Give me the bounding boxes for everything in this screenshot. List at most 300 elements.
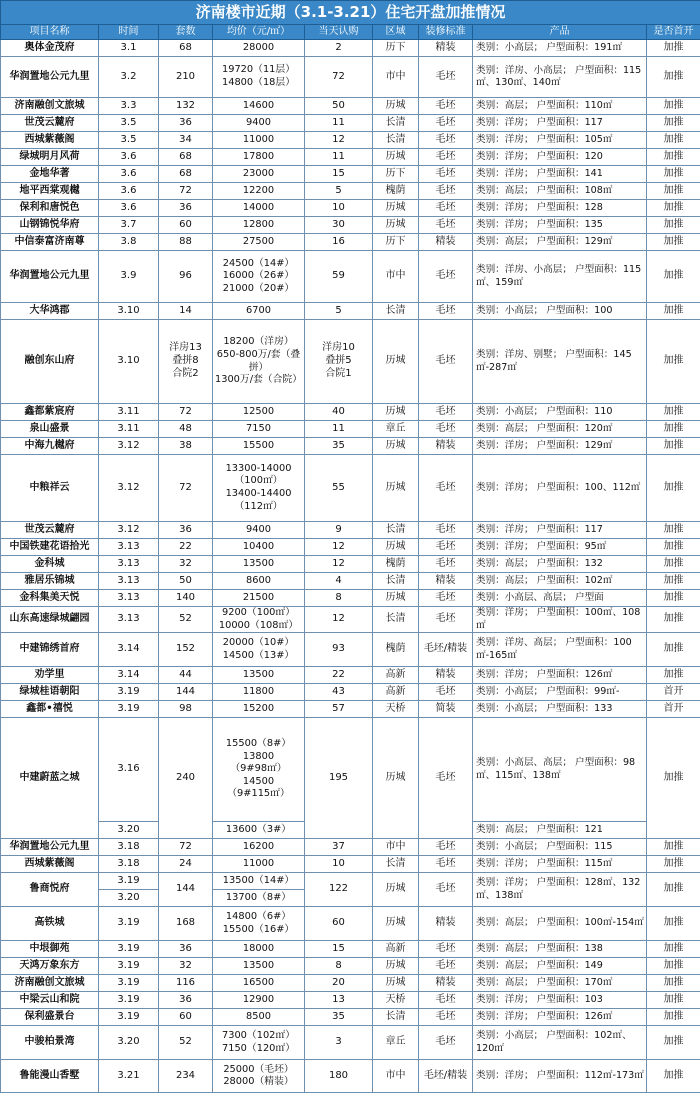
launch-type: 加推 [647,718,700,839]
table-row [1,839,700,856]
product-info: 类别：小高层； 户型面积：99㎡- [473,684,647,701]
district: 市中 [373,1060,419,1093]
avg-price: 28000 [213,40,305,57]
unit-count: 68 [159,149,213,166]
unit-count: 38 [159,438,213,455]
decoration: 简装 [419,701,473,718]
avg-price: 18000 [213,941,305,958]
project-name: 世茂云麓府 [1,522,99,539]
avg-price: 15500 [213,438,305,455]
open-date: 3.12 [99,455,159,522]
project-name: 中骏柏景湾 [1,1026,99,1060]
open-date: 3.12 [99,438,159,455]
avg-price: 12800 [213,217,305,234]
product-info: 类别：洋房； 户型面积：103 [473,992,647,1009]
header-price: 均价（元/㎡） [213,25,305,40]
table-row [1,1009,700,1026]
unit-count: 36 [159,115,213,132]
launch-type: 加推 [647,907,700,941]
decoration: 毛坯 [419,98,473,115]
avg-price: 11000 [213,132,305,149]
table-row [1,149,700,166]
avg-price: 15200 [213,701,305,718]
sold-count: 72 [305,57,373,98]
product-info: 类别：洋房； 户型面积：112㎡-173㎡ [473,1060,647,1093]
product-info: 类别：高层； 户型面积：170㎡ [473,975,647,992]
avg-price: 13500（14#） [213,873,305,890]
unit-count: 152 [159,633,213,667]
sold-count: 11 [305,115,373,132]
table-row [1,200,700,217]
unit-count: 60 [159,1009,213,1026]
unit-count: 234 [159,1060,213,1093]
product-info: 类别：高层； 户型面积：121 [473,822,647,839]
sold-count: 57 [305,701,373,718]
launch-type: 加推 [647,217,700,234]
launch-type: 加推 [647,438,700,455]
launch-type: 加推 [647,590,700,607]
product-info: 类别：洋房、别墅； 户型面积：145㎡-287㎡ [473,320,647,404]
sold-count: 12 [305,607,373,633]
project-name: 雅居乐锦城 [1,573,99,590]
open-date: 3.19 [99,958,159,975]
table-row [1,183,700,200]
avg-price: 12500 [213,404,305,421]
district: 长清 [373,115,419,132]
product-info: 类别：洋房； 户型面积：128㎡、132㎡、138㎡ [473,873,647,907]
table-row [1,115,700,132]
district: 高新 [373,684,419,701]
table-row [1,633,700,667]
decoration: 毛坯/精装 [419,1060,473,1093]
avg-price: 17800 [213,149,305,166]
district: 长清 [373,573,419,590]
decoration: 毛坯 [419,684,473,701]
table-row [1,556,700,573]
launch-type: 加推 [647,132,700,149]
open-date: 3.13 [99,539,159,556]
sold-count: 11 [305,421,373,438]
avg-price: 24500（14#） 16000（26#） 21000（20#） [213,251,305,303]
sheet-title: 济南楼市近期（3.1-3.21）住宅开盘加推情况 [1,1,700,25]
sold-count: 15 [305,166,373,183]
unit-count: 72 [159,404,213,421]
unit-count: 140 [159,590,213,607]
table-row [1,975,700,992]
launch-type: 加推 [647,958,700,975]
open-date: 3.20 [99,1026,159,1060]
header-sold: 当天认购 [305,25,373,40]
launch-type: 加推 [647,856,700,873]
decoration: 毛坯 [419,166,473,183]
table-row [1,438,700,455]
product-info: 类别：高层； 户型面积：129㎡ [473,234,647,251]
avg-price: 16500 [213,975,305,992]
table-row [1,522,700,539]
unit-count: 36 [159,200,213,217]
header-units: 套数 [159,25,213,40]
district: 高新 [373,667,419,684]
product-info: 类别：高层； 户型面积：132 [473,556,647,573]
sold-count: 35 [305,438,373,455]
table-row [1,539,700,556]
header-first: 是否首开 [647,25,700,40]
decoration: 精装 [419,667,473,684]
district: 槐荫 [373,183,419,200]
sold-count: 40 [305,404,373,421]
open-date: 3.18 [99,856,159,873]
table-row [1,856,700,873]
product-info: 类别：洋房； 户型面积：135 [473,217,647,234]
open-date: 3.13 [99,556,159,573]
avg-price: 9400 [213,522,305,539]
avg-price: 27500 [213,234,305,251]
open-date: 3.19 [99,1009,159,1026]
avg-price: 13700（8#） [213,890,305,907]
avg-price: 7300（102㎡） 7150（120㎡） [213,1026,305,1060]
decoration: 毛坯 [419,522,473,539]
open-date: 3.14 [99,667,159,684]
unit-count: 36 [159,941,213,958]
avg-price: 13500 [213,958,305,975]
district: 长清 [373,1009,419,1026]
sold-count: 60 [305,907,373,941]
district: 历城 [373,149,419,166]
unit-count: 36 [159,522,213,539]
open-date: 3.5 [99,132,159,149]
project-name: 金地华著 [1,166,99,183]
project-name: 泉山盛景 [1,421,99,438]
product-info: 类别：小高层； 户型面积：102㎡、120㎡ [473,1026,647,1060]
sold-count: 4 [305,573,373,590]
avg-price: 21500 [213,590,305,607]
product-info: 类别：高层； 户型面积：138 [473,941,647,958]
district: 历城 [373,975,419,992]
table-row [1,684,700,701]
launch-type: 加推 [647,941,700,958]
open-date: 3.21 [99,1060,159,1093]
product-info: 类别：洋房； 户型面积：117 [473,522,647,539]
open-date: 3.18 [99,839,159,856]
project-name: 山东高速绿城翩园 [1,607,99,633]
avg-price: 8600 [213,573,305,590]
sold-count: 59 [305,251,373,303]
district: 长清 [373,856,419,873]
district: 长清 [373,303,419,320]
project-name: 地平西棠观樾 [1,183,99,200]
open-date: 3.13 [99,573,159,590]
table-row [1,455,700,522]
table-row [1,718,700,822]
project-name: 鲁商悦府 [1,873,99,907]
launch-type: 加推 [647,200,700,217]
launch-type: 加推 [647,1009,700,1026]
avg-price: 9400 [213,115,305,132]
avg-price: 12200 [213,183,305,200]
sold-count: 55 [305,455,373,522]
product-info: 类别：洋房； 户型面积：126㎡ [473,667,647,684]
table-row [1,907,700,941]
avg-price: 13300-14000（100㎡） 13400-14400（112㎡） [213,455,305,522]
avg-price: 20000（10#） 14500（13#） [213,633,305,667]
decoration: 毛坯 [419,455,473,522]
sold-count: 37 [305,839,373,856]
avg-price: 18200（洋房） 650-800万/套（叠拼） 1300万/套（合院） [213,320,305,404]
decoration: 毛坯 [419,57,473,98]
product-info: 类别：高层； 户型面积：110㎡ [473,98,647,115]
unit-count: 34 [159,132,213,149]
product-info: 类别：小高层； 户型面积：100 [473,303,647,320]
decoration: 毛坯 [419,132,473,149]
decoration: 毛坯 [419,992,473,1009]
launch-type: 加推 [647,633,700,667]
open-date: 3.6 [99,200,159,217]
launch-type: 加推 [647,404,700,421]
project-name: 中海九樾府 [1,438,99,455]
district: 历城 [373,200,419,217]
decoration: 毛坯 [419,183,473,200]
sold-count: 10 [305,200,373,217]
district: 历城 [373,320,419,404]
unit-count: 48 [159,421,213,438]
avg-price: 11000 [213,856,305,873]
district: 历下 [373,234,419,251]
district: 历下 [373,166,419,183]
decoration: 精装 [419,573,473,590]
table-row [1,958,700,975]
district: 章丘 [373,421,419,438]
unit-count: 洋房13 叠拼8 合院2 [159,320,213,404]
avg-price: 11800 [213,684,305,701]
table-row [1,303,700,320]
project-name: 高铁城 [1,907,99,941]
product-info: 类别：洋房； 户型面积：128 [473,200,647,217]
sold-count: 12 [305,539,373,556]
district: 章丘 [373,1026,419,1060]
launch-type: 首开 [647,684,700,701]
decoration: 毛坯 [419,320,473,404]
product-info: 类别：小高层； 户型面积：191㎡ [473,40,647,57]
project-name: 中国铁建花语拾光 [1,539,99,556]
avg-price: 13600（3#） [213,822,305,839]
decoration: 毛坯 [419,149,473,166]
table-row [1,992,700,1009]
sold-count: 8 [305,958,373,975]
avg-price: 10400 [213,539,305,556]
project-name: 华润置地公元九里 [1,839,99,856]
decoration: 毛坯 [419,1026,473,1060]
avg-price: 13500 [213,556,305,573]
decoration: 毛坯 [419,958,473,975]
unit-count: 96 [159,251,213,303]
open-date: 3.11 [99,421,159,438]
avg-price: 14000 [213,200,305,217]
project-name: 大华鸿郡 [1,303,99,320]
decoration: 毛坯 [419,1009,473,1026]
project-name: 融创东山府 [1,320,99,404]
product-info: 类别：洋房、小高层； 户型面积：115㎡、130㎡、140㎡ [473,57,647,98]
unit-count: 32 [159,958,213,975]
sold-count: 195 [305,718,373,839]
table-row [1,40,700,57]
open-date: 3.10 [99,320,159,404]
project-name: 中建锦绣首府 [1,633,99,667]
district: 历城 [373,404,419,421]
avg-price: 13500 [213,667,305,684]
decoration: 精装 [419,234,473,251]
launch-type: 加推 [647,115,700,132]
project-name: 中信泰富济南尊 [1,234,99,251]
unit-count: 98 [159,701,213,718]
table-row [1,873,700,890]
decoration: 毛坯 [419,590,473,607]
launch-type: 加推 [647,573,700,590]
project-name: 绿城桂语朝阳 [1,684,99,701]
project-name: 保利盛景台 [1,1009,99,1026]
sold-count: 2 [305,40,373,57]
table-row [1,234,700,251]
table-row [1,667,700,684]
product-info: 类别：洋房； 户型面积：126㎡ [473,1009,647,1026]
sold-count: 9 [305,522,373,539]
product-info: 类别：洋房； 户型面积：120 [473,149,647,166]
launch-type: 加推 [647,251,700,303]
product-info: 类别：洋房、高层； 户型面积：100㎡-165㎡ [473,633,647,667]
district: 长清 [373,132,419,149]
unit-count: 168 [159,907,213,941]
decoration: 毛坯 [419,200,473,217]
district: 历城 [373,873,419,907]
table-row [1,590,700,607]
open-date: 3.14 [99,633,159,667]
sold-count: 3 [305,1026,373,1060]
unit-count: 88 [159,234,213,251]
launch-type: 加推 [647,166,700,183]
avg-price: 14800（6#） 15500（16#） [213,907,305,941]
project-name: 世茂云麓府 [1,115,99,132]
decoration: 毛坯 [419,941,473,958]
title-row [1,1,700,25]
decoration: 精装 [419,40,473,57]
open-date: 3.9 [99,251,159,303]
product-info: 类别：洋房、小高层； 户型面积：115㎡、159㎡ [473,251,647,303]
district: 历城 [373,590,419,607]
sold-count: 22 [305,667,373,684]
open-date: 3.20 [99,890,159,907]
sold-count: 93 [305,633,373,667]
decoration: 毛坯 [419,303,473,320]
table-row [1,941,700,958]
decoration: 毛坯 [419,839,473,856]
project-name: 金科城 [1,556,99,573]
decoration: 毛坯 [419,607,473,633]
product-info: 类别：高层； 户型面积：120㎡ [473,421,647,438]
table-row [1,98,700,115]
decoration: 毛坯 [419,539,473,556]
open-date: 3.19 [99,941,159,958]
launch-type: 加推 [647,1060,700,1093]
decoration: 毛坯 [419,251,473,303]
district: 市中 [373,251,419,303]
launch-type: 加推 [647,421,700,438]
district: 槐荫 [373,633,419,667]
sold-count: 30 [305,217,373,234]
open-date: 3.2 [99,57,159,98]
table-row [1,421,700,438]
project-name: 鑫都紫宸府 [1,404,99,421]
project-name: 保利和唐悦色 [1,200,99,217]
decoration: 毛坯 [419,856,473,873]
avg-price: 19720（11层） 14800（18层） [213,57,305,98]
district: 历城 [373,217,419,234]
unit-count: 36 [159,992,213,1009]
product-info: 类别：高层； 户型面积：100㎡-154㎡ [473,907,647,941]
product-info: 类别：洋房； 户型面积：100、112㎡ [473,455,647,522]
open-date: 3.11 [99,404,159,421]
district: 长清 [373,607,419,633]
open-date: 3.19 [99,873,159,890]
header-row [1,25,700,40]
avg-price: 16200 [213,839,305,856]
table-row [1,1026,700,1060]
unit-count: 72 [159,839,213,856]
product-info: 类别：洋房； 户型面积：115㎡ [473,856,647,873]
decoration: 毛坯 [419,873,473,907]
product-info: 类别：小高层； 户型面积：133 [473,701,647,718]
open-date: 3.6 [99,166,159,183]
table-row [1,607,700,633]
open-date: 3.3 [99,98,159,115]
launch-type: 加推 [647,839,700,856]
sold-count: 20 [305,975,373,992]
unit-count: 72 [159,455,213,522]
district: 历城 [373,455,419,522]
table-row [1,132,700,149]
product-info: 类别：小高层； 户型面积：110 [473,404,647,421]
launch-type: 首开 [647,701,700,718]
unit-count: 22 [159,539,213,556]
unit-count: 68 [159,166,213,183]
district: 历城 [373,958,419,975]
launch-type: 加推 [647,539,700,556]
avg-price: 9200（100㎡） 10000（108㎡） [213,607,305,633]
project-name: 中粮祥云 [1,455,99,522]
header-district: 区域 [373,25,419,40]
product-info: 类别：高层； 户型面积：149 [473,958,647,975]
project-name: 济南融创文旅城 [1,98,99,115]
project-name: 鑫都•禧悦 [1,701,99,718]
decoration: 精装 [419,975,473,992]
unit-count: 144 [159,873,213,907]
avg-price: 15500（8#） 13800 （9#98㎡） 14500 （9#115㎡） [213,718,305,822]
launch-type: 加推 [647,455,700,522]
sold-count: 122 [305,873,373,907]
launch-type: 加推 [647,873,700,907]
district: 历城 [373,539,419,556]
open-date: 3.6 [99,149,159,166]
open-date: 3.19 [99,907,159,941]
table-row [1,404,700,421]
district: 高新 [373,941,419,958]
district: 历下 [373,40,419,57]
sold-count: 洋房10 叠拼5 合院1 [305,320,373,404]
launch-type: 加推 [647,149,700,166]
project-name: 天鸿万象东方 [1,958,99,975]
open-date: 3.20 [99,822,159,839]
open-date: 3.6 [99,183,159,200]
project-name: 华润置地公元九里 [1,57,99,98]
avg-price: 7150 [213,421,305,438]
